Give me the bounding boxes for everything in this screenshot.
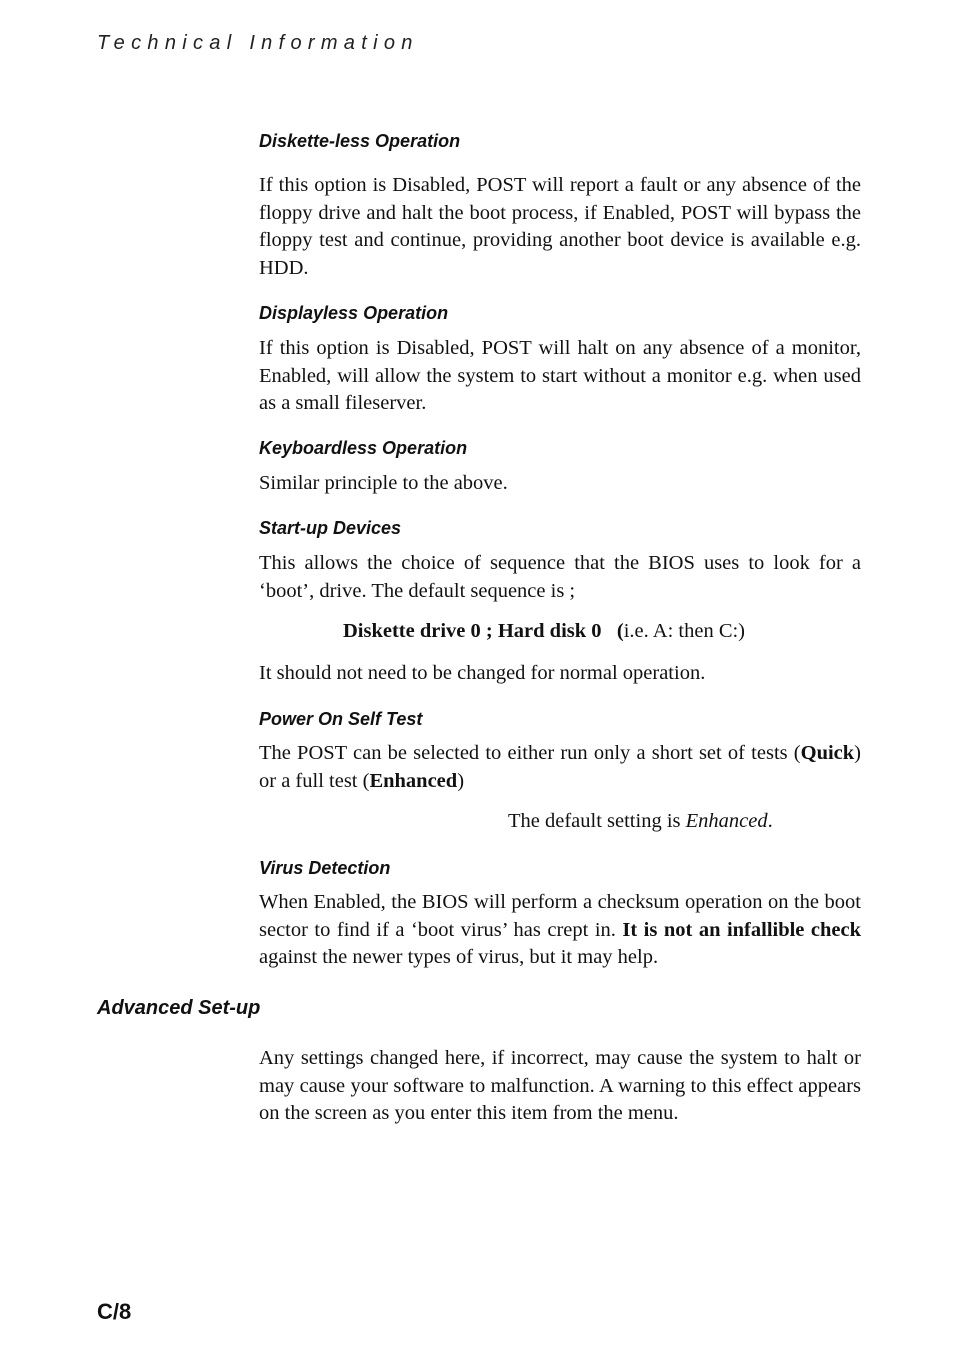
- paragraph-keyboardless-operation: Similar principle to the above.: [259, 472, 508, 494]
- heading-diskette-less-operation: Diskette-less Operation: [259, 131, 461, 151]
- post-quick: Quick: [800, 742, 855, 764]
- boot-sequence-bold: Diskette drive 0 ; Hard disk 0: [343, 620, 602, 642]
- boot-sequence-paren: (: [616, 620, 624, 642]
- heading-advanced-set-up: Advanced Set-up: [97, 997, 261, 1019]
- paragraph-displayless-operation: If this option is Disabled, POST will halt on any absence of a monitor, Enabled, will allow the system to start without a monitor e.g. when used as a small fileserver.: [259, 337, 861, 414]
- boot-sequence-detail: i.e. A: then C:): [623, 620, 746, 642]
- post-default-value: Enhanced: [685, 810, 768, 832]
- post-enhanced: Enhanced: [369, 769, 458, 792]
- post-default-suffix: .: [767, 810, 773, 832]
- paragraph-power-on-self-test: [259, 740, 861, 795]
- post-text-2: ) or a full test (: [259, 742, 861, 792]
- default-boot-sequence: [343, 620, 745, 643]
- post-text-1: The POST can be selected to either run only a short set of tests (: [259, 742, 801, 764]
- post-default-prefix: The default setting is: [508, 810, 686, 832]
- paragraph-start-up-note: It should not need to be changed for normal operation.: [259, 662, 706, 684]
- virus-bold-warning: It is not an infallible check: [622, 918, 861, 941]
- running-head: Technical Information: [97, 32, 419, 54]
- page-number: C/8: [97, 1299, 132, 1324]
- heading-virus-detection: Virus Detection: [259, 858, 391, 878]
- paragraph-start-up-devices: This allows the choice of sequence that the BIOS uses to look for a ‘boot’, drive. The default sequence is ;: [259, 552, 861, 602]
- heading-power-on-self-test: Power On Self Test: [259, 709, 423, 729]
- heading-keyboardless-operation: Keyboardless Operation: [259, 438, 468, 458]
- paragraph-advanced-set-up: Any settings changed here, if incorrect, may cause the system to halt or may cause your software to malfunction. A warning to this effect appears on the screen as you enter this item from the menu.: [259, 1047, 861, 1124]
- heading-start-up-devices: Start-up Devices: [259, 518, 402, 538]
- paragraph-virus-detection: [259, 889, 861, 972]
- post-default-setting: [508, 810, 773, 833]
- virus-text-1: When Enabled, the BIOS will perform a checksum operation on the boot sector to find if a ‘boot virus’ has crept in.: [259, 891, 861, 941]
- paragraph-diskette-less-operation: If this option is Disabled, POST will report a fault or any absence of the floppy drive and halt the boot process, if Enabled, POST will bypass the floppy test and continue, providing another boot device is available e.g. HDD.: [259, 174, 861, 279]
- virus-text-2: against the newer types of virus, but it may help.: [259, 946, 659, 968]
- heading-displayless-operation: Displayless Operation: [259, 303, 449, 323]
- post-text-3: ): [457, 769, 465, 792]
